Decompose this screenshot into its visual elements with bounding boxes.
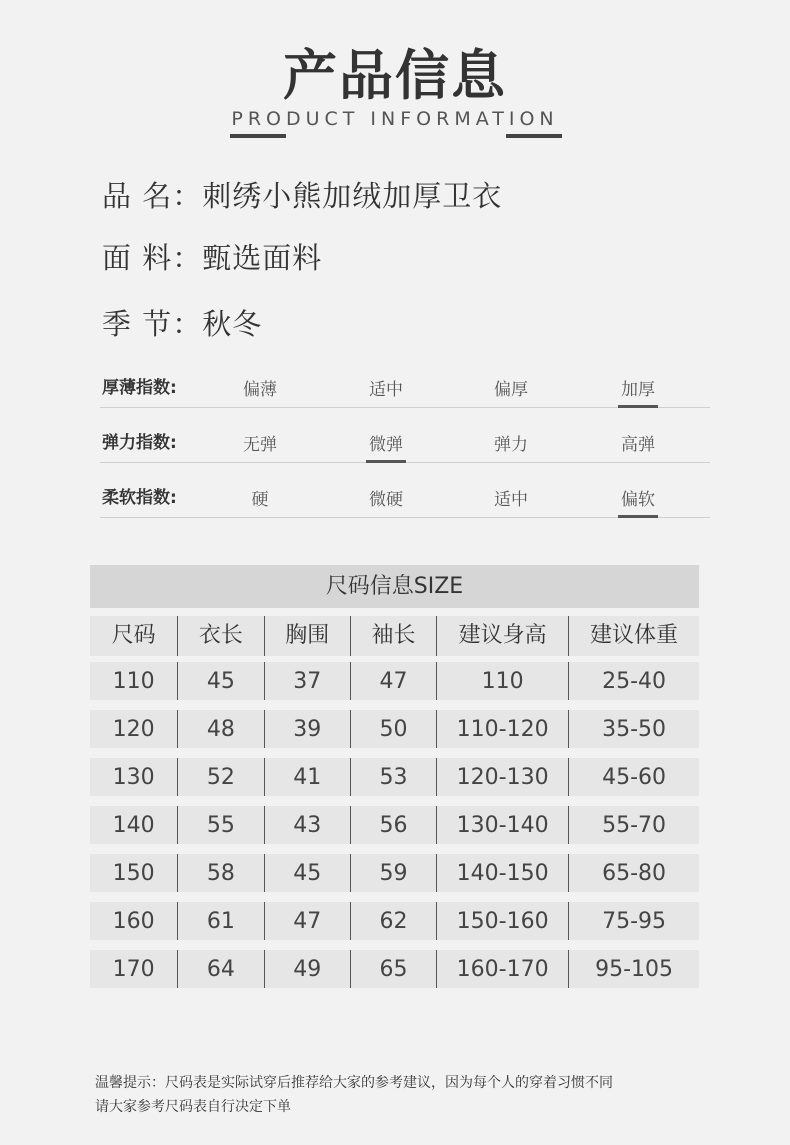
page-subtitle: PRODUCT INFORMATION bbox=[231, 108, 559, 130]
table-cell: 110 bbox=[437, 662, 569, 700]
table-row bbox=[90, 806, 699, 844]
info-label: 品 名： bbox=[102, 179, 203, 213]
table-cell: 53 bbox=[351, 758, 437, 796]
table-cell: 56 bbox=[351, 806, 437, 844]
index-row bbox=[100, 422, 710, 463]
subtitle-underline-right bbox=[506, 134, 562, 138]
index-option: 弹力 bbox=[494, 435, 528, 455]
table-cell: 150-160 bbox=[437, 902, 569, 940]
table-cell: 110 bbox=[90, 662, 178, 700]
table-row bbox=[90, 758, 699, 796]
index-option: 无弹 bbox=[243, 435, 277, 455]
table-cell: 45 bbox=[265, 854, 351, 892]
table-cell: 110-120 bbox=[437, 710, 569, 748]
index-option: 偏薄 bbox=[243, 380, 277, 400]
info-value: 秋冬 bbox=[202, 307, 263, 341]
subtitle-underline-left bbox=[230, 134, 286, 138]
column-header: 衣长 bbox=[178, 616, 264, 656]
index-label: 柔软指数: bbox=[102, 488, 177, 508]
index-option-selected: 微弹 bbox=[356, 430, 416, 455]
table-cell: 75-95 bbox=[602, 909, 667, 934]
index-option: 适中 bbox=[369, 380, 403, 400]
column-header: 胸围 bbox=[265, 616, 351, 656]
table-cell: 150 bbox=[90, 854, 178, 892]
table-cell: 130-140 bbox=[437, 806, 569, 844]
index-label: 厚薄指数: bbox=[102, 378, 177, 398]
info-value: 甄选面料 bbox=[202, 241, 323, 275]
table-cell: 47 bbox=[351, 662, 437, 700]
table-cell: 39 bbox=[265, 710, 351, 748]
table-row bbox=[90, 854, 699, 892]
index-option: 适中 bbox=[494, 490, 528, 510]
table-cell: 160 bbox=[90, 902, 178, 940]
index-option: 微硬 bbox=[369, 490, 403, 510]
table-cell: 130 bbox=[90, 758, 178, 796]
info-row-season bbox=[102, 302, 262, 343]
page-title: 产品信息 bbox=[283, 44, 507, 107]
table-cell: 37 bbox=[265, 662, 351, 700]
column-header: 建议身高 bbox=[437, 616, 569, 656]
table-cell: 170 bbox=[90, 950, 178, 988]
table-row bbox=[90, 950, 699, 988]
table-cell: 50 bbox=[351, 710, 437, 748]
column-header: 袖长 bbox=[351, 616, 437, 656]
table-cell: 120-130 bbox=[437, 758, 569, 796]
index-option-selected: 加厚 bbox=[608, 375, 668, 400]
column-header: 尺码 bbox=[90, 616, 178, 656]
table-cell: 41 bbox=[265, 758, 351, 796]
table-cell: 45-60 bbox=[602, 765, 667, 790]
notice-line-1: 温馨提示：尺码表是实际试穿后推荐给大家的参考建议，因为每个人的穿着习惯不同 bbox=[95, 1075, 613, 1091]
table-row bbox=[90, 902, 699, 940]
table-cell: 120 bbox=[90, 710, 178, 748]
table-cell: 65 bbox=[351, 950, 437, 988]
table-cell: 64 bbox=[178, 950, 264, 988]
index-row bbox=[100, 477, 710, 518]
info-value: 刺绣小熊加绒加厚卫衣 bbox=[202, 179, 503, 213]
column-header: 建议体重 bbox=[590, 623, 679, 648]
size-table-title: 尺码信息SIZE bbox=[90, 565, 699, 608]
table-cell: 35-50 bbox=[602, 717, 667, 742]
info-label: 季 节： bbox=[102, 307, 203, 341]
table-cell: 55 bbox=[178, 806, 264, 844]
table-cell: 55-70 bbox=[602, 813, 667, 838]
table-cell: 140 bbox=[90, 806, 178, 844]
info-row-fabric bbox=[102, 236, 322, 277]
table-header-row bbox=[90, 616, 699, 656]
notice-text bbox=[95, 1071, 715, 1119]
table-cell: 62 bbox=[351, 902, 437, 940]
index-row bbox=[100, 367, 710, 408]
table-cell: 61 bbox=[178, 902, 264, 940]
table-cell: 140-150 bbox=[437, 854, 569, 892]
table-cell: 45 bbox=[178, 662, 264, 700]
table-cell: 95-105 bbox=[595, 957, 674, 982]
table-cell: 160-170 bbox=[437, 950, 569, 988]
table-cell: 52 bbox=[178, 758, 264, 796]
table-cell: 47 bbox=[265, 902, 351, 940]
table-row bbox=[90, 662, 699, 700]
table-cell: 58 bbox=[178, 854, 264, 892]
notice-line-2: 请大家参考尺码表自行决定下单 bbox=[95, 1099, 291, 1115]
table-cell: 49 bbox=[265, 950, 351, 988]
table-row bbox=[90, 710, 699, 748]
size-table bbox=[90, 616, 699, 998]
table-cell: 65-80 bbox=[602, 861, 667, 886]
table-cell: 43 bbox=[265, 806, 351, 844]
table-cell: 59 bbox=[351, 854, 437, 892]
info-label: 面 料： bbox=[102, 241, 203, 275]
table-cell: 25-40 bbox=[602, 669, 667, 694]
index-label: 弹力指数: bbox=[102, 433, 177, 453]
table-cell: 48 bbox=[178, 710, 264, 748]
index-option: 高弹 bbox=[621, 435, 655, 455]
index-option-selected: 偏软 bbox=[608, 485, 668, 510]
info-row-name bbox=[102, 174, 502, 215]
index-option: 偏厚 bbox=[494, 380, 528, 400]
index-option: 硬 bbox=[251, 490, 269, 510]
